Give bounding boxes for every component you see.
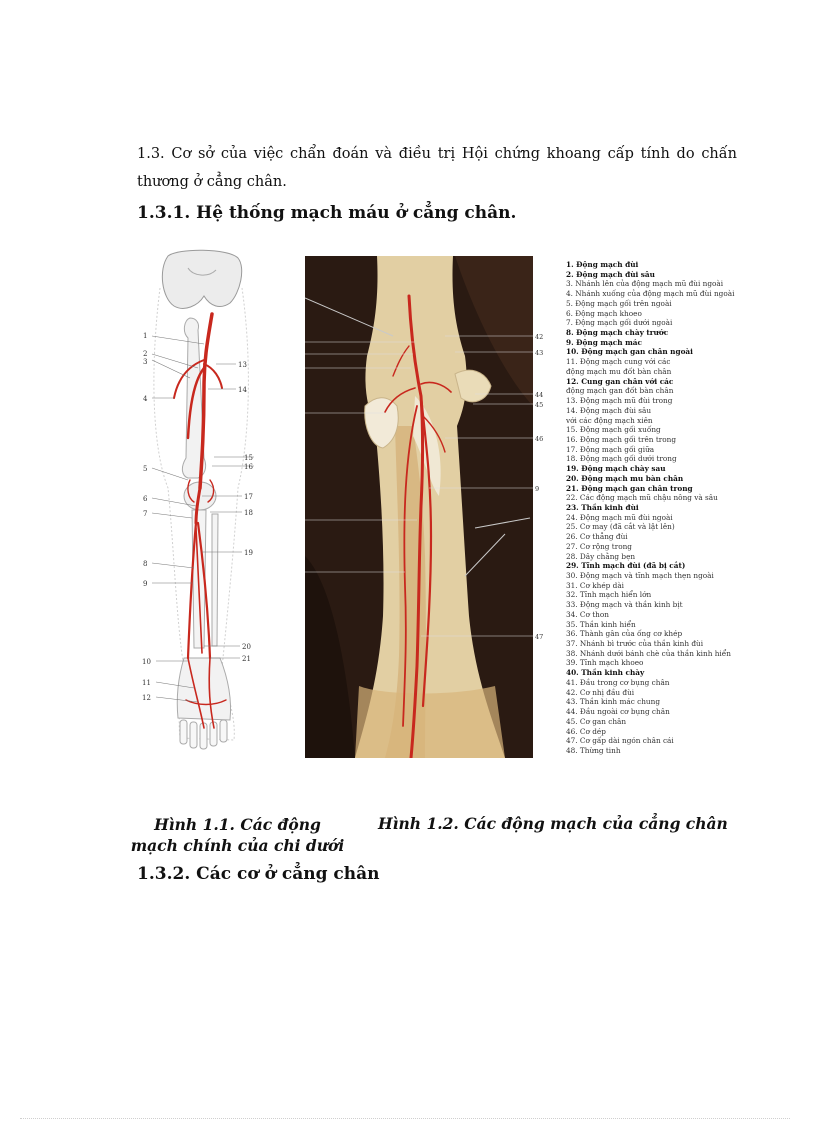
legend-item: động mạch mu đốt bàn chân <box>566 366 672 376</box>
fig1-label: 14 <box>238 386 247 394</box>
figure-leg-arteries-photo <box>305 256 550 758</box>
legend-item: 46. Cơ dép <box>566 726 606 736</box>
legend-item: 39. Tĩnh mạch khoeo <box>566 658 644 668</box>
legend-item: 11. Động mạch cung với các <box>566 357 671 367</box>
fig1-label: 15 <box>244 454 253 462</box>
legend-item: 8. Động mạch chày trước <box>566 328 669 338</box>
legend-item: 29. Tĩnh mạch đùi (đã bị cắt) <box>566 561 686 571</box>
fig1-label: 11 <box>142 679 151 687</box>
legend-item: 25. Cơ may (đã cắt và lật lên) <box>566 522 675 532</box>
legend-item: 34. Cơ thon <box>566 609 609 619</box>
fig1-label: 4 <box>143 395 148 403</box>
fig1-label: 2 <box>143 350 148 358</box>
legend-item: 27. Cơ rộng trong <box>566 541 632 551</box>
fig2-label: 45 <box>535 401 544 409</box>
legend-item: 44. Đầu ngoài cơ bụng chân <box>566 707 670 717</box>
legend-item: 16. Động mạch gối trên trong <box>566 434 677 444</box>
legend-item: 30. Động mạch và tĩnh mạch thẹn ngoài <box>566 571 714 580</box>
fig1-label: 8 <box>143 560 148 568</box>
legend-item: 45. Cơ gan chân <box>566 716 627 726</box>
legend-item: 32. Tĩnh mạch hiển lớn <box>566 590 652 600</box>
fig1-label: 16 <box>244 463 253 471</box>
figure-2-caption: Hình 1.2. Các động mạch của cẳng chân <box>378 814 728 833</box>
figure-1-caption: Hình 1.1. Các động mạch chính của chi dưới <box>130 815 345 855</box>
fig1-label: 21 <box>242 655 251 663</box>
fig1-label: 12 <box>142 694 151 702</box>
legend-item: với các động mạch xiên <box>566 415 653 425</box>
legend-item: 18. Động mạch gối dưới trong <box>566 454 677 464</box>
fig1-label: 3 <box>143 358 148 366</box>
legend-item: 21. Động mạch gan chân trong <box>566 483 693 493</box>
subsection-heading-vessels: 1.3.1. Hệ thống mạch máu ở cẳng chân. <box>137 203 517 223</box>
legend-item: 1. Động mạch đùi <box>566 260 639 269</box>
legend-item: 20. Động mạch mu bàn chân <box>566 473 684 483</box>
legend-item: 6. Động mạch khoeo <box>566 308 642 318</box>
fig1-label: 18 <box>244 509 253 517</box>
figure-legend <box>566 260 766 756</box>
legend-item: 28. Dây chằng bẹn <box>566 551 636 561</box>
legend-item: 2. Động mạch đùi sâu <box>566 269 655 279</box>
legend-item: 33. Động mạch và thần kinh bịt <box>566 600 683 610</box>
legend-item: 7. Động mạch gối dưới ngoài <box>566 318 673 328</box>
legend-item: 48. Thừng tinh <box>566 745 621 755</box>
fig1-label: 7 <box>143 510 148 518</box>
legend-item: 13. Động mạch mũ đùi trong <box>566 396 673 406</box>
legend-item: 5. Động mạch gối trên ngoài <box>566 298 672 308</box>
legend-item: 24. Động mạch mũ đùi ngoài <box>566 512 673 522</box>
legend-item: 22. Các động mạch mũ chậu nông và sâu <box>566 493 718 503</box>
fig2-label: 43 <box>535 349 544 357</box>
legend-item: 41. Đầu trong cơ bụng chân <box>566 677 670 687</box>
fig2-label: 47 <box>535 633 544 641</box>
legend-item: 14. Động mạch đùi sâu <box>566 405 652 415</box>
fig1-label: 13 <box>238 361 247 369</box>
fig1-label: 19 <box>244 549 253 557</box>
fig1-label: 1 <box>143 332 148 340</box>
legend-item: 26. Cơ thẳng đùi <box>566 532 628 542</box>
fig1-label: 10 <box>142 658 151 666</box>
legend-item: 17. Động mạch gối giữa <box>566 444 655 454</box>
fig1-label: 6 <box>143 495 148 503</box>
subsection-heading-muscles: 1.3.2. Các cơ ở cẳng chân <box>137 864 380 884</box>
legend-item: 47. Cơ gấp dài ngón chân cái <box>566 736 674 746</box>
page-bottom-divider <box>20 1118 790 1119</box>
legend-item: 4. Nhánh xuống của động mạch mũ đùi ngoài <box>566 289 735 299</box>
section-heading: 1.3. Cơ sở của việc chẩn đoán và điều trị Hội chứng khoang cấp tính do chấn thương ở cẳng chân. <box>137 146 737 190</box>
legend-item: 19. Động mạch chày sau <box>566 464 666 474</box>
fig1-label: 20 <box>242 643 251 651</box>
legend-item: 23. Thần kinh đùi <box>566 502 639 512</box>
fig2-label: 42 <box>535 333 544 341</box>
legend-item: 37. Nhánh bì trước của thần kinh đùi <box>566 639 704 649</box>
fig2-label: 44 <box>535 391 544 399</box>
fig2-label: 46 <box>535 435 544 443</box>
fig1-label: 9 <box>143 580 148 588</box>
figure-lower-limb-arteries <box>138 248 263 755</box>
legend-item: 40. Thần kinh chày <box>566 668 645 678</box>
fig2-label: 9 <box>535 485 540 493</box>
fig1-label: 5 <box>143 465 148 473</box>
legend-item: 15. Động mạch gối xuống <box>566 425 661 435</box>
legend-item: 9. Động mạch mác <box>566 337 642 347</box>
legend-item: 12. Cung gan chân với các <box>566 376 674 386</box>
legend-item: 42. Cơ nhị đầu đùi <box>566 687 635 697</box>
legend-item: động mạch gan đốt bàn chân <box>566 386 674 396</box>
fig1-label: 17 <box>244 493 253 501</box>
legend-item: 31. Cơ khép dài <box>566 580 625 590</box>
legend-item: 3. Nhánh lên của động mạch mũ đùi ngoài <box>566 279 724 289</box>
legend-item: 10. Động mạch gan chân ngoài <box>566 347 693 357</box>
legend-item: 38. Nhánh dưới bánh chè của thần kinh hiển <box>566 648 731 658</box>
legend-item: 36. Thành gân của ống cơ khép <box>566 629 683 639</box>
legend-item: 43. Thần kinh mác chung <box>566 697 660 707</box>
legend-item: 35. Thần kinh hiển <box>566 619 636 629</box>
